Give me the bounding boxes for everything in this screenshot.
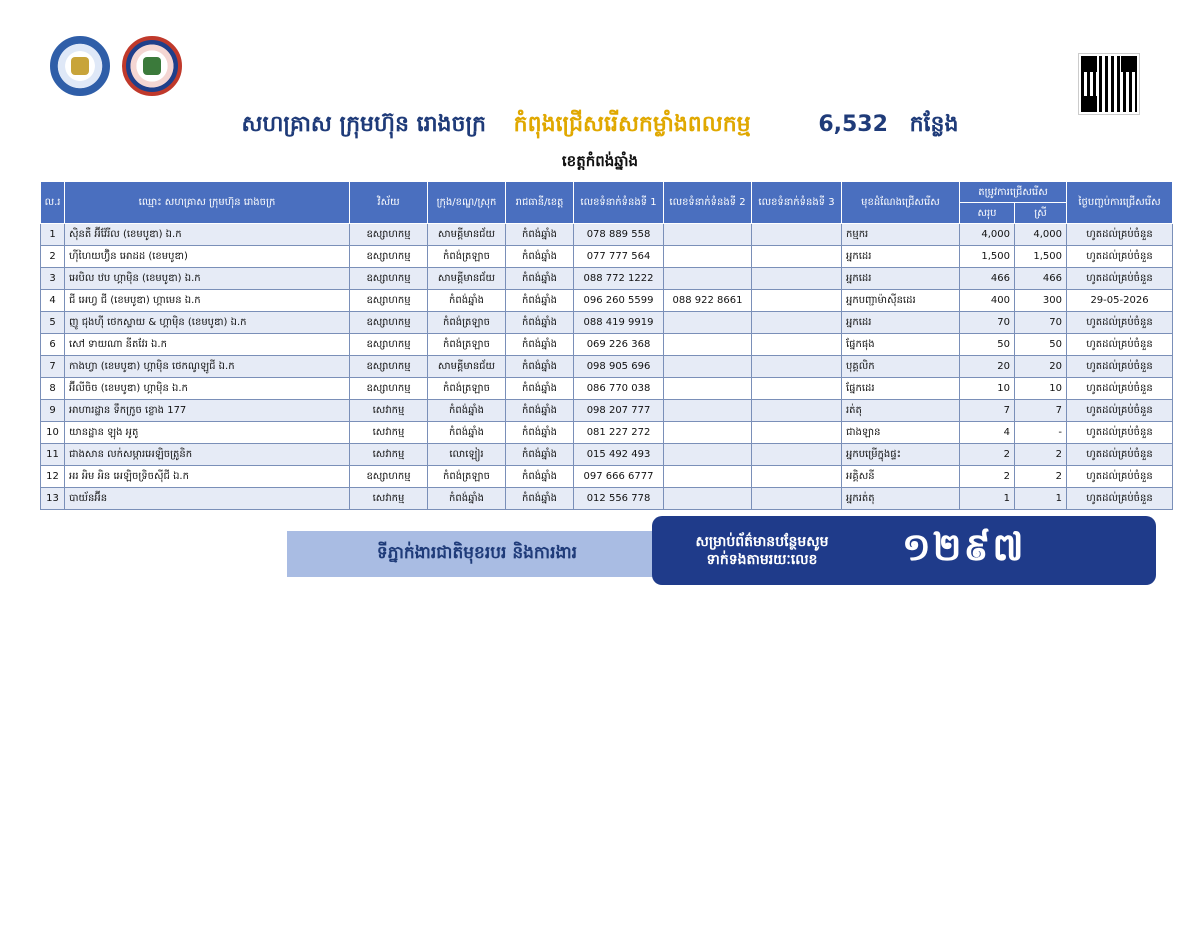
cell-sector: ឧស្សាហកម្ម [350,334,428,356]
cell-deadline: ហូតដល់គ្រប់ចំនួន [1067,334,1173,356]
cell-total: 4 [960,422,1015,444]
cell-phone3 [752,312,842,334]
cell-province: កំពង់ឆ្នាំង [506,488,574,510]
hotline-info-line1: សម្រាប់ព័ត៌មានបន្ថែមសូម [695,533,829,550]
cell-district: កំពង់ឆ្នាំង [428,400,506,422]
cell-phone1: 088 772 1222 [574,268,664,290]
cell-female: 2 [1015,466,1067,488]
cell-total: 1 [960,488,1015,510]
cell-position: អ្នកបញ្ជាម៉ាស៊ីនដេរ [842,290,960,312]
cell-position: កម្មករ [842,224,960,246]
cell-phone2 [664,334,752,356]
cell-deadline: ហូតដល់គ្រប់ចំនួន [1067,356,1173,378]
col-header-female: ស្រី [1015,203,1067,224]
cell-sector: ឧស្សាហកម្ម [350,246,428,268]
col-header-sector: វិស័យ [350,182,428,224]
cell-total: 1,500 [960,246,1015,268]
cell-phone2 [664,268,752,290]
cell-district: កំពង់ឆ្នាំង [428,290,506,312]
cell-position: ផ្នែកដេរ [842,378,960,400]
cell-total: 70 [960,312,1015,334]
cell-female: 300 [1015,290,1067,312]
table-row [41,466,1173,488]
cell-sector: ឧស្សាហកម្ម [350,290,428,312]
cell-female: 2 [1015,444,1067,466]
cell-deadline: ហូតដល់គ្រប់ចំនួន [1067,422,1173,444]
ministry-seal-logo [50,36,110,96]
cell-no: 7 [41,356,65,378]
cell-no: 1 [41,224,65,246]
cell-phone2 [664,444,752,466]
cell-deadline: ហូតដល់គ្រប់ចំនួន [1067,378,1173,400]
cell-phone3 [752,488,842,510]
cell-no: 10 [41,422,65,444]
cell-province: កំពង់ឆ្នាំង [506,224,574,246]
cell-province: កំពង់ឆ្នាំង [506,334,574,356]
cell-name: កាងហ្វា (ខេមបូឌា) ហ្គាម៉ិន ថេកណូឡូជី ឯ.ក [65,356,350,378]
cell-name: បាយ័នអ៊ីន [65,488,350,510]
cell-province: កំពង់ឆ្នាំង [506,268,574,290]
cell-total: 10 [960,378,1015,400]
cell-province: កំពង់ឆ្នាំង [506,422,574,444]
cell-no: 8 [41,378,65,400]
cell-female: 1,500 [1015,246,1067,268]
cell-phone2 [664,422,752,444]
table-row [41,488,1173,510]
cell-province: កំពង់ឆ្នាំង [506,290,574,312]
cell-position: បុគ្គលិក [842,356,960,378]
cell-district: កំពង់ត្រឡាច [428,246,506,268]
cell-province: កំពង់ឆ្នាំង [506,378,574,400]
cell-deadline: 29-05-2026 [1067,290,1173,312]
cell-phone2: 088 922 8661 [664,290,752,312]
cell-female: 7 [1015,400,1067,422]
cell-total: 4,000 [960,224,1015,246]
title-unit: កន្លែង [909,112,959,137]
hotline-banner [652,516,1156,585]
cell-deadline: ហូតដល់គ្រប់ចំនួន [1067,488,1173,510]
cell-deadline: ហូតដល់គ្រប់ចំនួន [1067,444,1173,466]
cell-female: 50 [1015,334,1067,356]
cell-name: ហ៊ីហៃយហ្វ៊ិន អោដដ (ខេមបូឌា) [65,246,350,268]
col-header-deadline: ថ្ងៃបញ្ចប់ការជ្រើសរើស [1067,182,1173,224]
cell-sector: ឧស្សាហកម្ម [350,224,428,246]
cell-phone3 [752,422,842,444]
cell-deadline: ហូតដល់គ្រប់ចំនួន [1067,466,1173,488]
cell-sector: ឧស្សាហកម្ម [350,312,428,334]
cell-sector: សេវាកម្ម [350,444,428,466]
col-header-phone1: លេខទំនាក់ទំនងទី 1 [574,182,664,224]
cell-phone3 [752,334,842,356]
table-row [41,356,1173,378]
cell-deadline: ហូតដល់គ្រប់ចំនួន [1067,400,1173,422]
cell-phone1: 088 419 9919 [574,312,664,334]
cell-district: កំពង់ត្រឡាច [428,466,506,488]
cell-phone2 [664,466,752,488]
table-row [41,224,1173,246]
table-row [41,400,1173,422]
cell-sector: សេវាកម្ម [350,488,428,510]
cell-no: 12 [41,466,65,488]
col-header-position: មុខដំណែងជ្រើសរើស [842,182,960,224]
cell-phone1: 096 260 5599 [574,290,664,312]
table-row [41,378,1173,400]
col-header-district: ក្រុង/ខណ្ឌ/ស្រុក [428,182,506,224]
agency-seal-logo [122,36,182,96]
col-header-need: តម្រូវការជ្រើសរើស [960,182,1067,203]
col-header-name: ឈ្មោះ សហគ្រាស ក្រុមហ៊ុន រោងចក្រ [65,182,350,224]
cell-deadline: ហូតដល់គ្រប់ចំនួន [1067,224,1173,246]
cell-district: កំពង់ត្រឡាច [428,334,506,356]
cell-sector: ឧស្សាហកម្ម [350,466,428,488]
cell-no: 5 [41,312,65,334]
cell-name: សៅ ទាយណា នីតវែរ ឯ.ក [65,334,350,356]
cell-position: ជាងឡាន [842,422,960,444]
cell-phone3 [752,444,842,466]
cell-female: 1 [1015,488,1067,510]
cell-phone1: 015 492 493 [574,444,664,466]
cell-no: 6 [41,334,65,356]
cell-no: 4 [41,290,65,312]
cell-district: សាមគ្គីមានជ័យ [428,224,506,246]
cell-province: កំពង់ឆ្នាំង [506,356,574,378]
title-recruiting: កំពុងជ្រើសរើសកម្លាំងពលកម្ម [513,112,751,137]
cell-phone3 [752,224,842,246]
job-table [40,181,1173,510]
cell-total: 7 [960,400,1015,422]
cell-no: 11 [41,444,65,466]
title-count: 6,532 [818,112,888,137]
cell-district: លោឡៀរ [428,444,506,466]
cell-sector: ឧស្សាហកម្ម [350,268,428,290]
cell-name: ស៊ិនតឺ អ៊ីវ៉ែរីល (ខេមបូឌា) ឯ.ក [65,224,350,246]
cell-district: កំពង់ត្រឡាច [428,378,506,400]
table-row [41,246,1173,268]
cell-phone3 [752,400,842,422]
cell-phone1: 098 905 696 [574,356,664,378]
col-header-phone2: លេខទំនាក់ទំនងទី 2 [664,182,752,224]
title-entities: សហគ្រាស ក្រុមហ៊ុន រោងចក្រ [241,112,486,137]
table-row [41,422,1173,444]
agency-banner: ទីភ្នាក់ងារជាតិមុខរបរ និងការងារ [287,531,667,577]
cell-province: កំពង់ឆ្នាំង [506,444,574,466]
cell-sector: សេវាកម្ម [350,422,428,444]
cell-position: អ្នកដេរ [842,268,960,290]
cell-province: កំពង់ឆ្នាំង [506,400,574,422]
cell-position: រត់តុ [842,400,960,422]
cell-phone3 [752,290,842,312]
cell-name: ជី អេហ្វ ជី (ខេមបូឌា) ហ្គាមេន ឯ.ក [65,290,350,312]
col-header-total: សរុប [960,203,1015,224]
cell-phone1: 012 556 778 [574,488,664,510]
cell-position: អ្នកដេរ [842,246,960,268]
cell-phone3 [752,268,842,290]
cell-sector: សេវាកម្ម [350,400,428,422]
cell-total: 466 [960,268,1015,290]
table-row [41,290,1173,312]
col-header-no: ល.រ [41,182,65,224]
cell-female: 70 [1015,312,1067,334]
cell-phone1: 098 207 777 [574,400,664,422]
cell-position: អ្នករត់តុ [842,488,960,510]
cell-female: - [1015,422,1067,444]
cell-name: ញូ ជុងហ៊ី ថេកស្ទាយ & ហ្គាម៉ិន (ខេមបូឌា) ឯ.ក [65,312,350,334]
cell-name: ជាងសាន លក់សម្ភារអេឡិចត្រូនិក [65,444,350,466]
cell-total: 50 [960,334,1015,356]
cell-name: អាហារដ្ឋាន ទឹកក្រូច ខ្លោង 177 [65,400,350,422]
cell-district: សាមគ្គីមានជ័យ [428,356,506,378]
hotline-info-line2: ទាក់ទងតាមរយៈលេខ [706,551,818,568]
table-row [41,312,1173,334]
cell-total: 400 [960,290,1015,312]
table-body [41,224,1173,510]
table-row [41,444,1173,466]
cell-total: 2 [960,444,1015,466]
province-subtitle: ខេត្តកំពង់ឆ្នាំង [561,152,639,170]
cell-deadline: ហូតដល់គ្រប់ចំនួន [1067,312,1173,334]
cell-phone2 [664,400,752,422]
cell-no: 13 [41,488,65,510]
cell-phone2 [664,224,752,246]
cell-phone1: 081 227 272 [574,422,664,444]
cell-deadline: ហូតដល់គ្រប់ចំនួន [1067,268,1173,290]
logo-group [50,36,182,96]
cell-district: កំពង់ឆ្នាំង [428,422,506,444]
cell-female: 4,000 [1015,224,1067,246]
cell-female: 20 [1015,356,1067,378]
cell-position: អគ្គិសនី [842,466,960,488]
cell-total: 20 [960,356,1015,378]
cell-phone2 [664,312,752,334]
cell-no: 3 [41,268,65,290]
cell-phone1: 069 226 368 [574,334,664,356]
cell-position: ផ្នែកផុង [842,334,960,356]
cell-name: អ៊ីលីចិច (ខេមបូឌា) ហ្គាម៉ិន ឯ.ក [65,378,350,400]
cell-phone2 [664,488,752,510]
cell-deadline: ហូតដល់គ្រប់ចំនួន [1067,246,1173,268]
cell-district: កំពង់ត្រឡាច [428,312,506,334]
hotline-info [652,533,872,569]
cell-district: សាមគ្គីមានជ័យ [428,268,506,290]
cell-phone3 [752,378,842,400]
col-header-phone3: លេខទំនាក់ទំនងទី 3 [752,182,842,224]
cell-sector: ឧស្សាហកម្ម [350,378,428,400]
cell-phone1: 086 770 038 [574,378,664,400]
cell-name: យានដ្ឋាន ឡុង អូតូ [65,422,350,444]
cell-province: កំពង់ឆ្នាំង [506,246,574,268]
cell-position: អ្នកដេរ [842,312,960,334]
cell-sector: ឧស្សាហកម្ម [350,356,428,378]
cell-female: 10 [1015,378,1067,400]
cell-no: 9 [41,400,65,422]
table-row [41,268,1173,290]
cell-female: 466 [1015,268,1067,290]
col-header-province: រាជធានី/ខេត្ត [506,182,574,224]
cell-phone1: 097 666 6777 [574,466,664,488]
qr-code[interactable] [1079,54,1139,114]
cell-no: 2 [41,246,65,268]
cell-phone2 [664,246,752,268]
cell-name: អរ អិម អិន អេឡិចទ្រិចស៊ីជី ឯ.ក [65,466,350,488]
table-row [41,334,1173,356]
cell-phone3 [752,246,842,268]
cell-phone2 [664,378,752,400]
cell-name: អេបិល ឋប ហ្គាម៉ិន (ខេមបូឌា) ឯ.ក [65,268,350,290]
cell-total: 2 [960,466,1015,488]
cell-phone3 [752,466,842,488]
page-title [0,110,1200,142]
cell-province: កំពង់ឆ្នាំង [506,466,574,488]
cell-province: កំពង់ឆ្នាំង [506,312,574,334]
cell-phone2 [664,356,752,378]
cell-phone1: 078 889 558 [574,224,664,246]
cell-phone3 [752,356,842,378]
hotline-number[interactable]: ១២៩៧ [902,524,1026,569]
cell-district: កំពង់ឆ្នាំង [428,488,506,510]
cell-phone1: 077 777 564 [574,246,664,268]
cell-position: អ្នកបម្រើក្នុងផ្ទះ [842,444,960,466]
